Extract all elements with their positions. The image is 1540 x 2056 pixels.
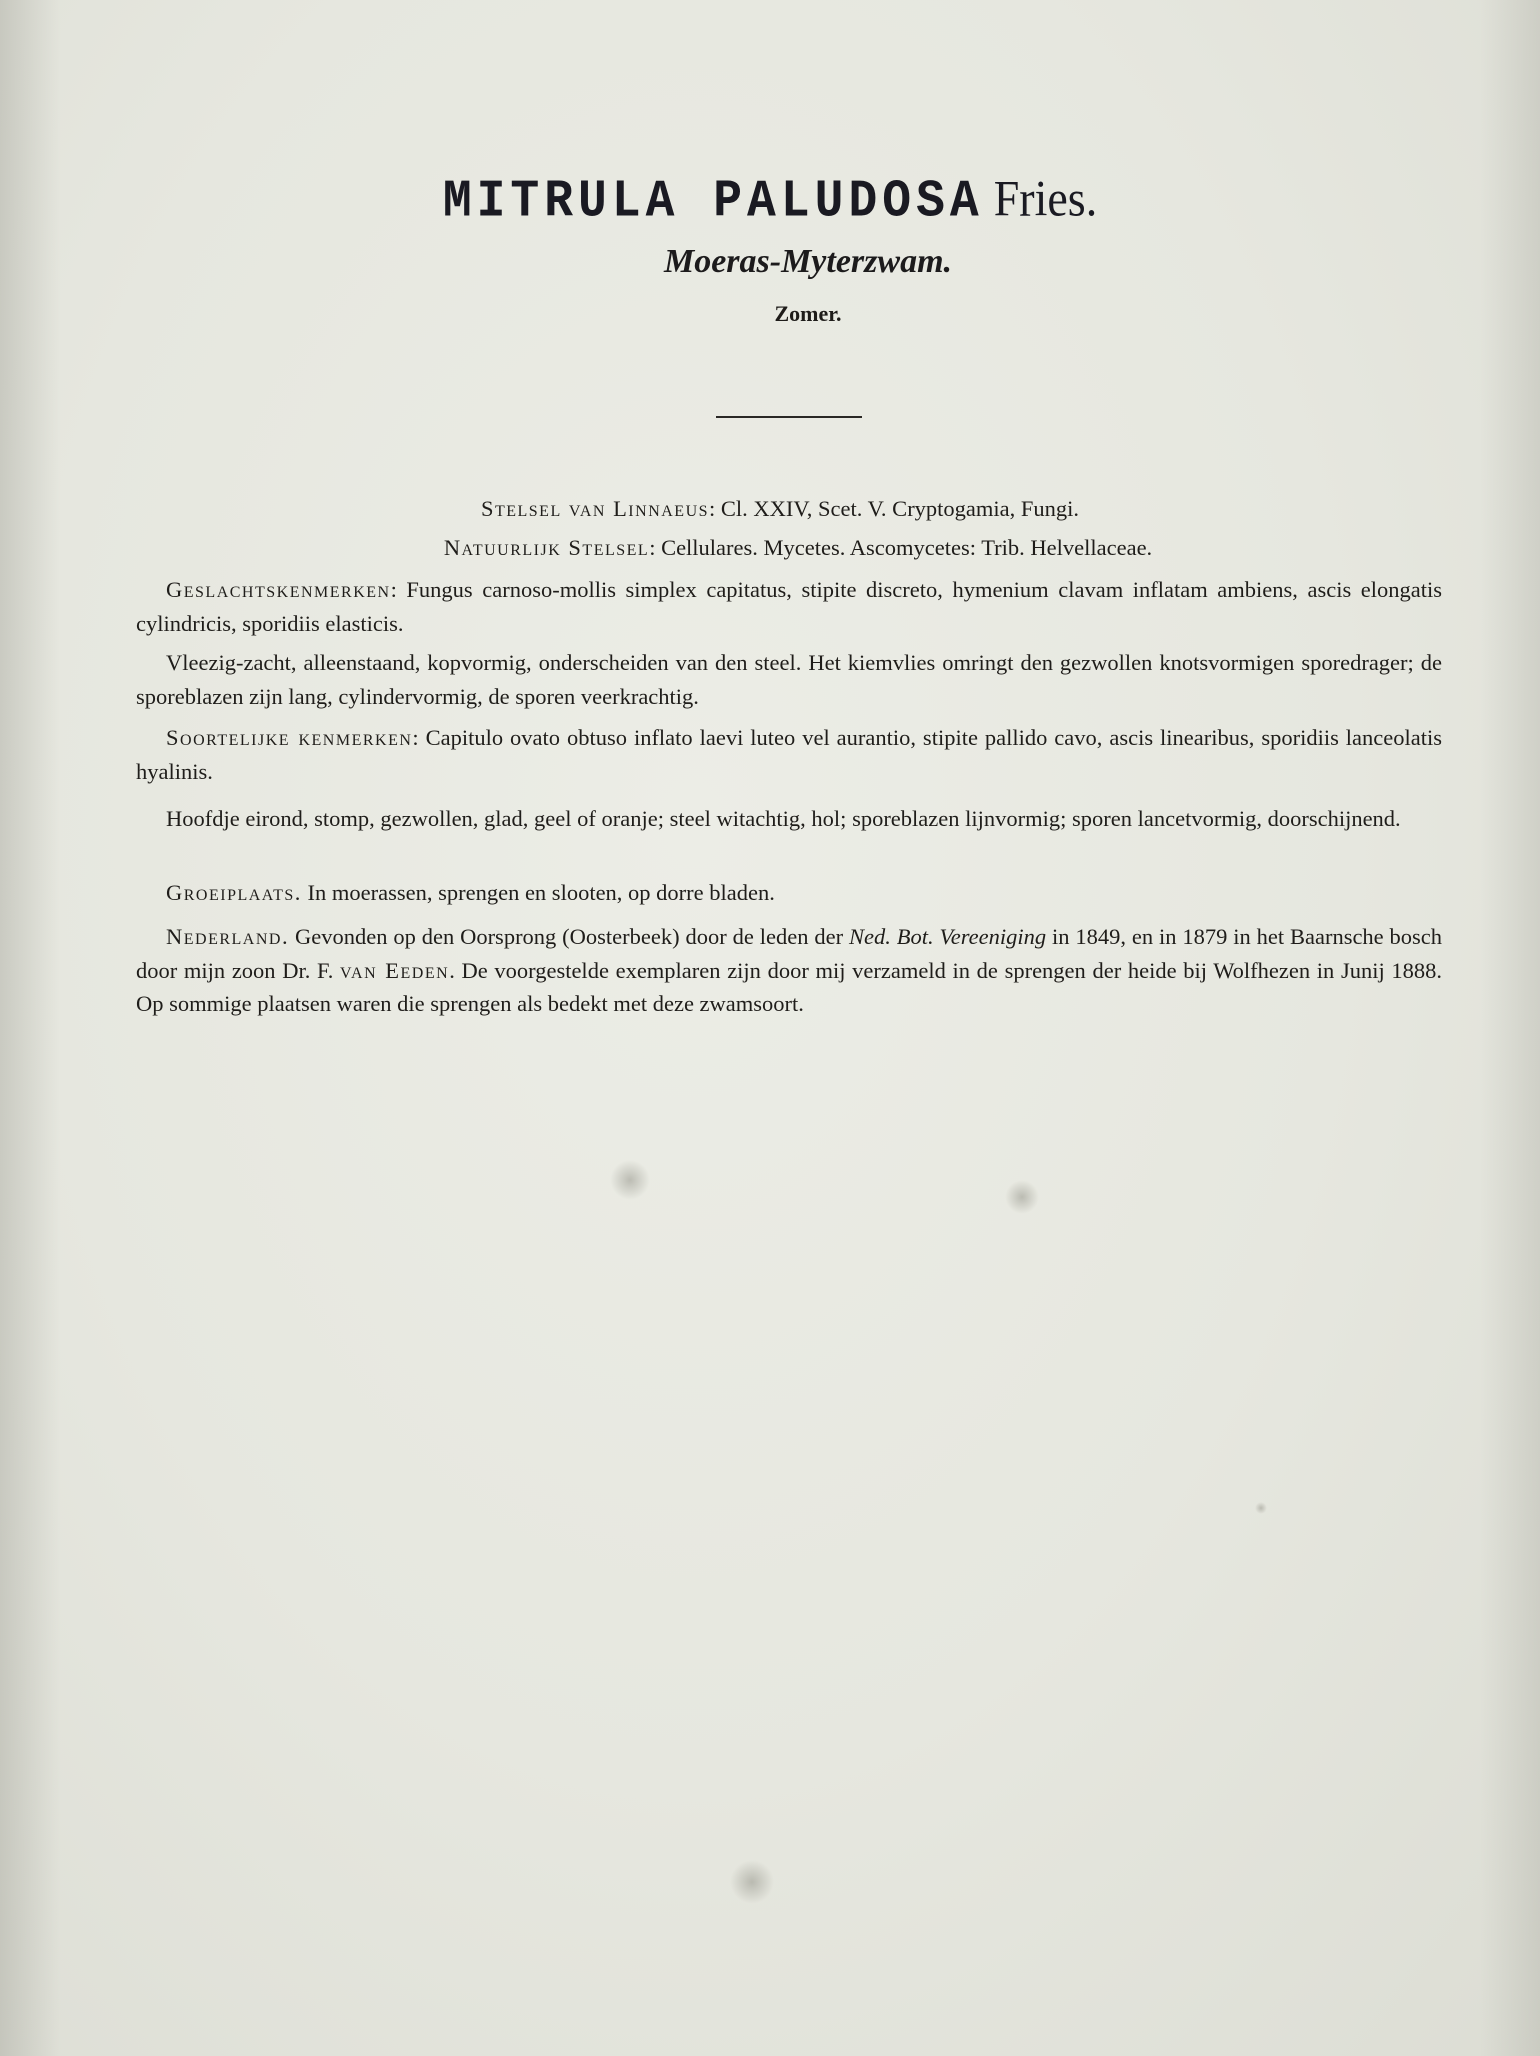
paper-spot	[730, 1860, 774, 1904]
genus-latin-text: : Fungus carnoso-mollis simplex capitatus, stipite discreto, hymenium clavam inflatam ambiens, ascis elongatis cylindricis, sporidiis elasticis.	[136, 577, 1442, 636]
habitat-label: Groeiplaats.	[166, 880, 302, 905]
species-latin	[136, 721, 1442, 788]
title-author: Fries.	[993, 170, 1098, 227]
genus-label: Geslachtskenmerken	[166, 577, 391, 602]
species-latin-text: : Capitulo ovato obtuso inflato laevi luteo vel aurantio, stipite pallido cavo, ascis linearibus, sporidiis lanceolatis hyalinis.	[136, 725, 1442, 784]
genus-latin	[136, 573, 1442, 640]
habitat-text: In moerassen, sprengen en slooten, op dorre bladen.	[307, 880, 775, 905]
natural-system-line	[0, 535, 1540, 561]
society-name: Ned. Bot. Vereeniging	[848, 924, 1047, 949]
genus-dutch: Vleezig-zacht, alleenstaand, kopvormig, onderscheiden van den steel. Het kiemvlies omringt den gezwollen knotsvormigen sporedrager; de sporeblazen zijn lang, cylindervormig, de sporen veerkrachtig.	[136, 650, 1442, 709]
linnaeus-text: : Cl. XXIV, Scet. V. Cryptogamia, Fungi.	[709, 496, 1080, 521]
natural-label: Natuurlijk Stelsel	[443, 535, 650, 560]
paper-spot	[1255, 1502, 1267, 1514]
header-divider	[716, 416, 862, 418]
linnaeus-line	[0, 496, 1540, 522]
season: Zomer.	[774, 301, 842, 326]
netherlands-text-a: Gevonden op den Oorsprong (Oosterbeek) door de leden der	[294, 924, 844, 949]
netherlands-text-c: . De voorgestelde exemplaren zijn door mij verzameld in de sprengen der heide bij Wolfhezen in Junij 1888. Op sommige plaatsen waren die sprengen als bedekt met deze zwamsoort.	[136, 957, 1442, 1016]
paper-spot	[1005, 1180, 1039, 1214]
species-title	[0, 169, 1540, 232]
common-name: Moeras-Myterzwam.	[663, 243, 953, 280]
species-dutch: Hoofdje eirond, stomp, gezwollen, glad, geel of oranje; steel witachtig, hol; sporeblazen lijnvormig; sporen lancetvormig, doorschijnend.	[166, 806, 1401, 831]
natural-text: : Cellulares. Mycetes. Ascomycetes: Trib. Helvellaceae.	[649, 535, 1153, 560]
paper-spot	[610, 1160, 650, 1200]
netherlands-label: Nederland.	[166, 924, 290, 949]
netherlands-paragraph	[136, 920, 1442, 1021]
title-main: MITRULA PALUDOSA	[442, 172, 984, 232]
linnaeus-label: Stelsel van Linnaeus	[480, 496, 710, 521]
habitat-paragraph	[136, 876, 1442, 910]
person-name: van Eeden	[340, 957, 450, 983]
netherlands-text-b: in 1849, en in 1879 in het Baarnsche bosch door mijn zoon Dr. F.	[136, 924, 1443, 983]
species-label: Soortelijke kenmerken	[166, 725, 413, 750]
